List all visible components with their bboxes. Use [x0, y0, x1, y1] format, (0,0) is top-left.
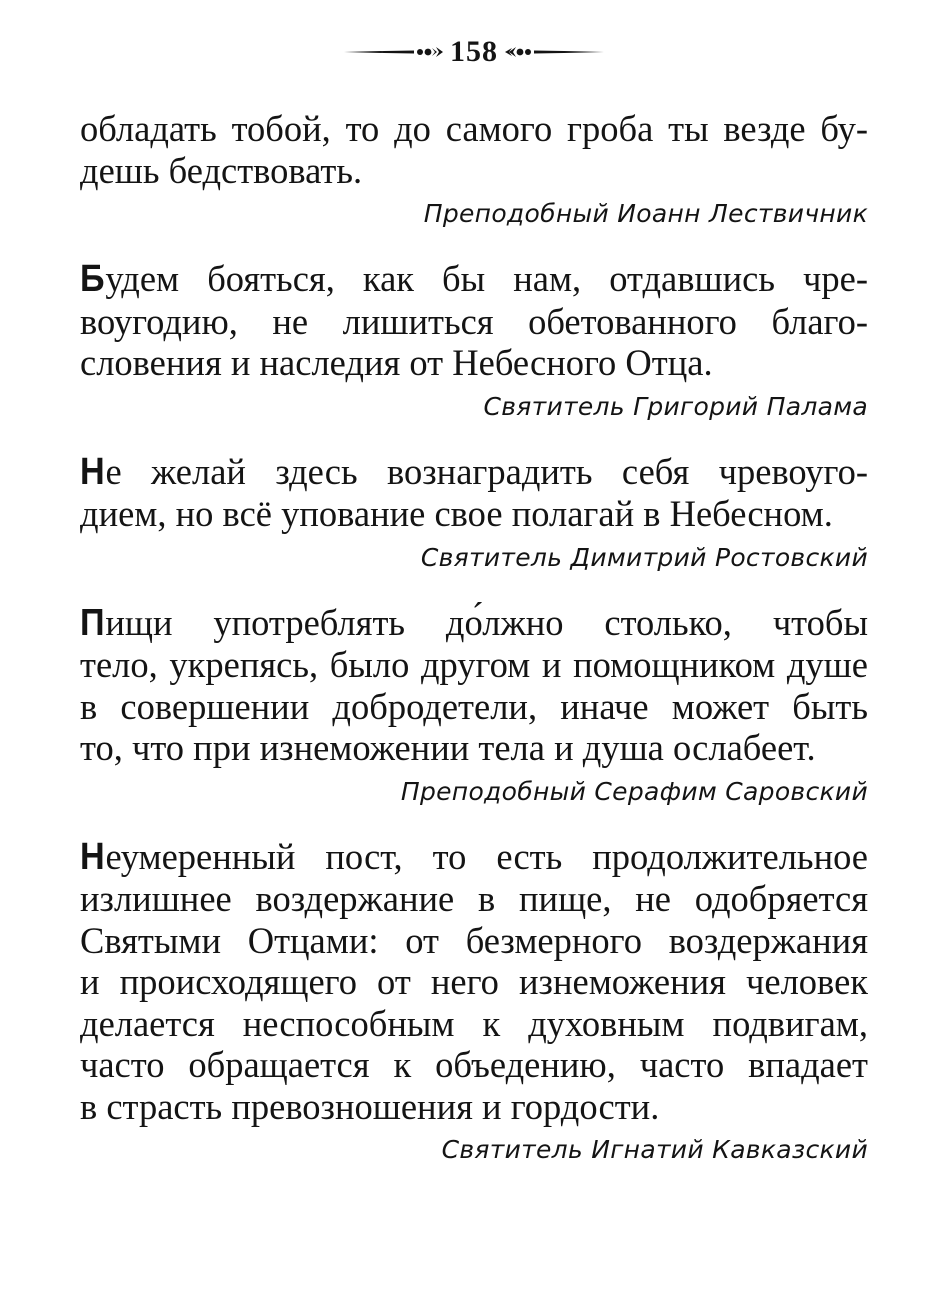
- quote-author: Святитель Димитрий Ростовский: [420, 542, 868, 572]
- left-ornament-icon: [344, 45, 444, 59]
- text-line: в страсть превозношения и гордости.: [80, 1085, 660, 1127]
- text-line-content: еумеренный пост, то есть продолжительное: [105, 835, 868, 877]
- text-line: и происходящего от него изнеможения человек: [80, 961, 868, 1002]
- text-line: [80, 258, 868, 301]
- quote-author: Святитель Игнатий Кавказский: [441, 1135, 868, 1164]
- text-line: [80, 836, 868, 879]
- drop-cap: Н: [80, 835, 105, 878]
- text-line-content: удем бояться, как бы нам, отдавшись чре-: [105, 258, 868, 299]
- text-line: делается неспособным к духовным подвигам,: [80, 1002, 868, 1044]
- text-line: [80, 451, 868, 494]
- text-line: воугодию, не лишиться обетованного благо-: [80, 300, 868, 342]
- quote-text: [80, 451, 868, 535]
- quote-author: Святитель Григорий Палама: [483, 391, 868, 421]
- text-line: в совершении добродетели, иначе может быть: [80, 685, 868, 727]
- right-ornament-icon: [504, 45, 604, 59]
- book-page: [80, 30, 868, 1164]
- text-line: тело, укрепясь, было другом и помощником душе: [80, 644, 868, 685]
- text-line: излишнее воздержание в пище, не одобряется: [80, 878, 868, 919]
- quote-author: Преподобный Иоанн Лествичник: [423, 199, 868, 228]
- quote-text: [80, 602, 868, 769]
- quote-author: Преподобный Серафим Саровский: [400, 776, 868, 806]
- text-line-content: е желай здесь вознаградить себя чревоуго-: [105, 450, 868, 492]
- text-line: [80, 602, 868, 645]
- text-line: часто обращается к объедению, часто впадает: [80, 1044, 868, 1085]
- text-line-content: ищи употреблять до́лжно столько, чтобы: [105, 601, 868, 643]
- quote-text: [80, 108, 868, 191]
- text-line: обладать тобой, то до самого гроба ты везде бу-: [80, 108, 868, 149]
- quote-text: [80, 836, 868, 1128]
- page-header: [80, 30, 868, 74]
- text-line: дием, но всё упование свое полагай в Небесном.: [80, 493, 833, 534]
- text-line: словения и наследия от Небесного Отца.: [80, 342, 713, 383]
- drop-cap: П: [80, 601, 105, 644]
- text-line: дешь бедствовать.: [80, 149, 363, 191]
- page-number: 158: [450, 35, 498, 68]
- text-line: то, что при изнеможении тела и душа ослабеет.: [80, 727, 816, 768]
- quote-text: [80, 258, 868, 384]
- text-line: Святыми Отцами: от безмерного воздержания: [80, 919, 868, 961]
- drop-cap: Н: [80, 450, 105, 493]
- drop-cap: Б: [80, 258, 105, 300]
